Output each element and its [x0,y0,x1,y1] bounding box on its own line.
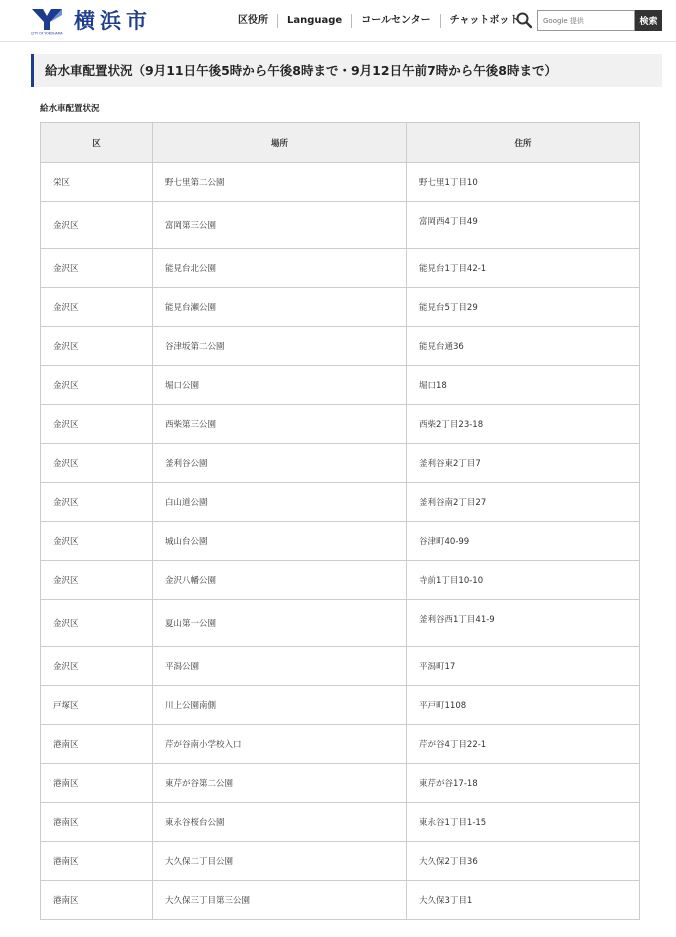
ward-cell: 金沢区 [41,288,153,327]
address-cell: 釜利谷東2丁目7 [407,444,640,483]
table-body [41,163,640,920]
table-row [41,327,640,366]
ward-cell: 金沢区 [41,202,153,249]
address-cell: 野七里1丁目10 [407,163,640,202]
address-cell: 東芹が谷17-18 [407,764,640,803]
address-cell: 平潟町17 [407,647,640,686]
location-cell: 富岡第三公園 [153,202,407,249]
table-row [41,202,640,249]
location-cell: 東永谷桜台公園 [153,803,407,842]
location-cell: 白山道公園 [153,483,407,522]
address-cell: 平戸町1108 [407,686,640,725]
location-cell: 平潟公園 [153,647,407,686]
page-heading [31,54,662,87]
location-cell: 谷津坂第二公園 [153,327,407,366]
table-row [41,163,640,202]
ward-cell: 金沢区 [41,561,153,600]
ward-cell: 金沢区 [41,522,153,561]
location-cell: 堀口公園 [153,366,407,405]
page-title: 給水車配置状況（9月11日午後5時から午後8時まで・9月12日午前7時から午後8時まで） [45,63,557,78]
address-cell: 芹が谷4丁目22-1 [407,725,640,764]
site-header [0,0,676,42]
address-cell: 谷津町40-99 [407,522,640,561]
column-header-ward: 区 [41,123,153,163]
address-cell: 釜利谷西1丁目41-9 [407,600,640,647]
table-row [41,288,640,327]
ward-cell: 金沢区 [41,366,153,405]
logo-text: 横浜市 [74,9,152,33]
nav-ward-office[interactable]: 区役所 [238,15,268,26]
ward-cell: 戸塚区 [41,686,153,725]
logo-small-text: CITY OF YOKOHAMA [31,31,63,36]
location-cell: 野七里第二公園 [153,163,407,202]
location-cell: 芹が谷南小学校入口 [153,725,407,764]
table-row [41,522,640,561]
water-truck-table [40,122,640,920]
table-row [41,725,640,764]
table-row [41,600,640,647]
ward-cell: 金沢区 [41,444,153,483]
ward-cell: 金沢区 [41,647,153,686]
column-header-location: 場所 [153,123,407,163]
table-row [41,647,640,686]
location-cell: 釜利谷公園 [153,444,407,483]
location-cell: 金沢八幡公園 [153,561,407,600]
address-cell: 東永谷1丁目1-15 [407,803,640,842]
nav-call-center[interactable]: コールセンター [351,14,439,28]
nav-chatbot[interactable]: チャットボット [440,14,529,28]
table-row [41,366,640,405]
address-cell: 大久保3丁目1 [407,881,640,920]
ward-cell: 金沢区 [41,405,153,444]
table-row [41,483,640,522]
table-row [41,803,640,842]
ward-cell: 港南区 [41,842,153,881]
table-header-row [41,123,640,163]
table-row [41,881,640,920]
address-cell: 能見台5丁目29 [407,288,640,327]
search-button[interactable]: 検索 [635,10,662,31]
location-cell: 東芹が谷第二公園 [153,764,407,803]
global-nav [234,13,528,29]
ward-cell: 金沢区 [41,483,153,522]
location-cell: 大久保三丁目第三公園 [153,881,407,920]
address-cell: 西柴2丁目23-18 [407,405,640,444]
address-cell: 富岡西4丁目49 [407,202,640,249]
table-row [41,686,640,725]
ward-cell: 金沢区 [41,600,153,647]
address-cell: 大久保2丁目36 [407,842,640,881]
address-cell: 堀口18 [407,366,640,405]
ward-cell: 栄区 [41,163,153,202]
column-header-address: 住所 [407,123,640,163]
table-row [41,842,640,881]
ward-cell: 港南区 [41,803,153,842]
location-cell: 川上公園南側 [153,686,407,725]
ward-cell: 港南区 [41,725,153,764]
location-cell: 能見台瀬公園 [153,288,407,327]
search-icon[interactable] [515,11,533,29]
address-cell: 能見台通36 [407,327,640,366]
ward-cell: 金沢区 [41,249,153,288]
ward-cell: 金沢区 [41,327,153,366]
location-cell: 夏山第一公園 [153,600,407,647]
address-cell: 寺前1丁目10-10 [407,561,640,600]
location-cell: 能見台北公園 [153,249,407,288]
table-row [41,405,640,444]
location-cell: 大久保二丁目公園 [153,842,407,881]
section-label: 給水車配置状況 [40,104,100,114]
ward-cell: 港南区 [41,881,153,920]
table-row [41,764,640,803]
location-cell: 西柴第三公園 [153,405,407,444]
location-cell: 城山台公園 [153,522,407,561]
ward-cell: 港南区 [41,764,153,803]
table-row [41,249,640,288]
table-row [41,444,640,483]
nav-language[interactable]: Language [277,14,351,28]
yokohama-logo[interactable] [30,6,170,36]
address-cell: 釜利谷南2丁目27 [407,483,640,522]
search-input[interactable] [537,10,635,31]
table-row [41,561,640,600]
yokohama-emblem-icon [30,6,64,36]
address-cell: 能見台1丁目42-1 [407,249,640,288]
